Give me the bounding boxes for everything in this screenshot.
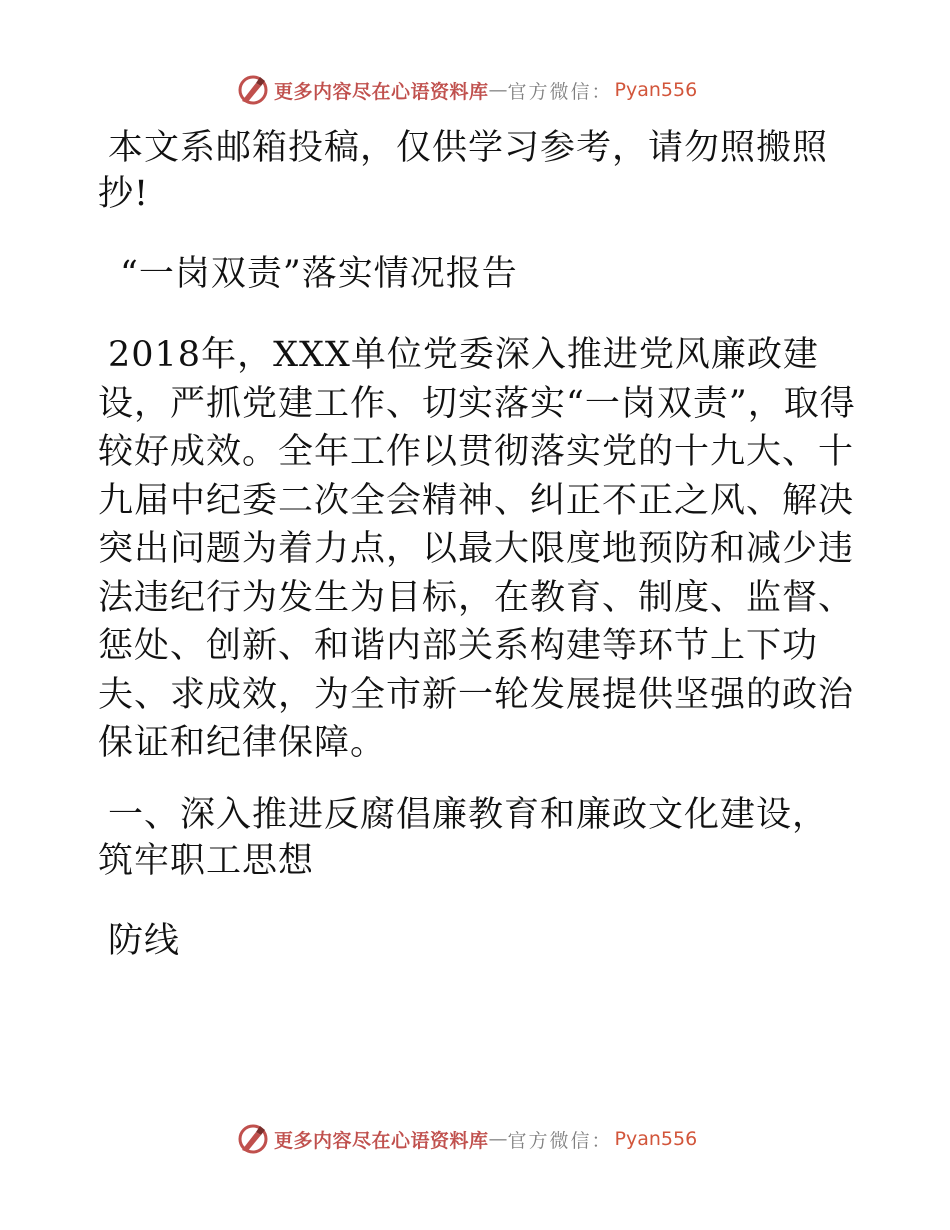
header-watermark: [236, 73, 697, 107]
footer-watermark: [236, 1122, 697, 1156]
watermark-site-name: 更多内容尽在心语资料库: [274, 1129, 489, 1152]
pen-logo-icon: [236, 1122, 270, 1156]
watermark-wechat-id: Pyan556: [614, 79, 698, 101]
section-heading-1: 一、深入推进反腐倡廉教育和廉政文化建设，筑牢职工思想: [98, 794, 829, 881]
pen-logo-icon: [236, 73, 270, 107]
watermark-dash: —: [488, 1128, 508, 1150]
watermark-wechat-id: Pyan556: [614, 1128, 698, 1150]
watermark-wechat-label: 官方微信：: [507, 80, 613, 103]
watermark-site-name: 更多内容尽在心语资料库: [274, 80, 489, 103]
intro-note: 本文系邮箱投稿，仅供学习参考，请勿照搬照抄!: [98, 128, 829, 214]
watermark-wechat-label: 官方微信：: [507, 1129, 613, 1152]
section-heading-1-continuation: 防线: [108, 920, 181, 961]
watermark-dash: —: [488, 79, 508, 101]
body-paragraph: 2018年，XXX单位党委深入推进党风廉政建设，严抓党建工作、切实落实“一岗双责”，取得较好成效。全年工作以贯彻落实党的十九大、十九届中纪委二次全会精神、纠正不正之风、解决突出问题为着力点，以最大限度地预防和减少违法违纪行为发生为目标，在教育、制度、监督、惩处、创新、和谐内部关系构建等环节上下功夫、求成效，为全市新一轮发展提供坚强的政治保证和纪律保障。: [98, 335, 856, 763]
document-body: [98, 125, 858, 964]
document-title: “一岗双责”落实情况报告: [120, 254, 518, 294]
